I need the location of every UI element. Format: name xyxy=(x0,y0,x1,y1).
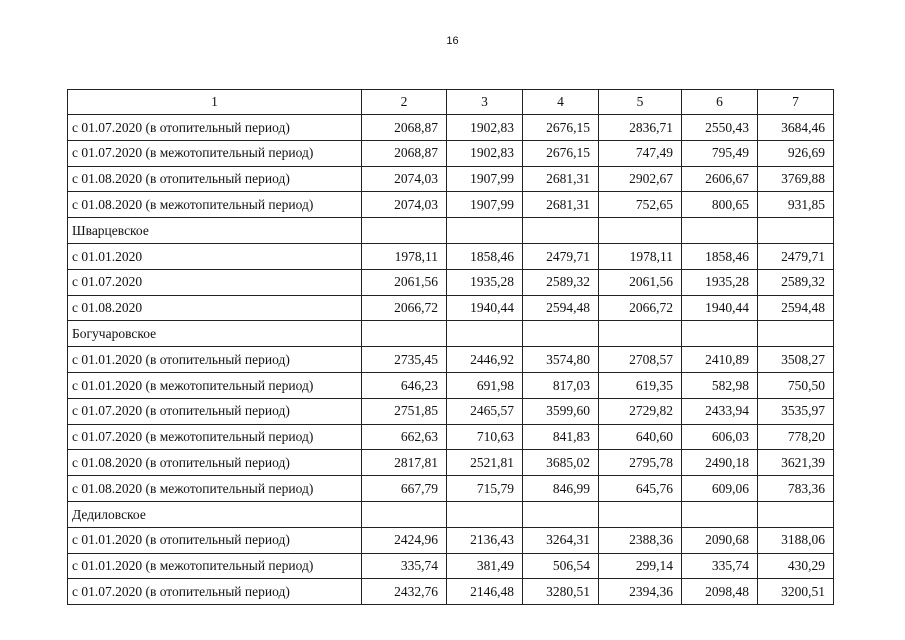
value-cell-col-4: 2681,31 xyxy=(523,166,599,192)
row-label: с 01.08.2020 (в межотопительный период) xyxy=(68,476,362,502)
value-cell-col-5: 752,65 xyxy=(599,192,682,218)
value-cell-col-4: 2681,31 xyxy=(523,192,599,218)
value-cell-col-5: 2066,72 xyxy=(599,295,682,321)
table-row xyxy=(68,295,834,321)
table-row xyxy=(68,192,834,218)
value-cell-col-5 xyxy=(599,321,682,347)
value-cell-col-2: 646,23 xyxy=(362,372,447,398)
value-cell-col-7: 3188,06 xyxy=(758,527,834,553)
value-cell-col-6: 1935,28 xyxy=(682,269,758,295)
table-row xyxy=(68,269,834,295)
value-cell-col-2: 1978,11 xyxy=(362,243,447,269)
value-cell-col-3: 1907,99 xyxy=(447,192,523,218)
value-cell-col-4: 3280,51 xyxy=(523,579,599,605)
value-cell-col-6: 609,06 xyxy=(682,476,758,502)
value-cell-col-6: 335,74 xyxy=(682,553,758,579)
table-row xyxy=(68,347,834,373)
value-cell-col-6: 795,49 xyxy=(682,140,758,166)
value-cell-col-3: 381,49 xyxy=(447,553,523,579)
table-row xyxy=(68,243,834,269)
value-cell-col-3 xyxy=(447,321,523,347)
value-cell-col-6: 2410,89 xyxy=(682,347,758,373)
value-cell-col-5: 2708,57 xyxy=(599,347,682,373)
table-row xyxy=(68,553,834,579)
table-row xyxy=(68,372,834,398)
row-label: с 01.07.2020 (в отопительный период) xyxy=(68,398,362,424)
value-cell-col-3: 1858,46 xyxy=(447,243,523,269)
row-label: Шварцевское xyxy=(68,218,362,244)
value-cell-col-4: 3599,60 xyxy=(523,398,599,424)
value-cell-col-7 xyxy=(758,501,834,527)
row-label: с 01.08.2020 xyxy=(68,295,362,321)
value-cell-col-5: 2388,36 xyxy=(599,527,682,553)
value-cell-col-2: 2068,87 xyxy=(362,115,447,141)
table-row xyxy=(68,166,834,192)
value-cell-col-7 xyxy=(758,218,834,244)
value-cell-col-5: 640,60 xyxy=(599,424,682,450)
value-cell-col-2 xyxy=(362,218,447,244)
value-cell-col-7: 778,20 xyxy=(758,424,834,450)
value-cell-col-6: 2550,43 xyxy=(682,115,758,141)
value-cell-col-6 xyxy=(682,218,758,244)
value-cell-col-3: 691,98 xyxy=(447,372,523,398)
table-row xyxy=(68,579,834,605)
value-cell-col-2: 667,79 xyxy=(362,476,447,502)
value-cell-col-7: 3684,46 xyxy=(758,115,834,141)
tariff-table xyxy=(67,89,834,605)
value-cell-col-3: 2146,48 xyxy=(447,579,523,605)
value-cell-col-4 xyxy=(523,321,599,347)
value-cell-col-4: 2479,71 xyxy=(523,243,599,269)
header-cell: 4 xyxy=(523,90,599,115)
value-cell-col-2: 662,63 xyxy=(362,424,447,450)
value-cell-col-3: 710,63 xyxy=(447,424,523,450)
header-cell: 6 xyxy=(682,90,758,115)
row-label: с 01.01.2020 (в отопительный период) xyxy=(68,527,362,553)
value-cell-col-7: 3621,39 xyxy=(758,450,834,476)
table-row xyxy=(68,321,834,347)
value-cell-col-4: 846,99 xyxy=(523,476,599,502)
value-cell-col-2 xyxy=(362,321,447,347)
value-cell-col-2: 2068,87 xyxy=(362,140,447,166)
value-cell-col-2: 2424,96 xyxy=(362,527,447,553)
value-cell-col-5: 1978,11 xyxy=(599,243,682,269)
value-cell-col-3: 1902,83 xyxy=(447,140,523,166)
value-cell-col-5: 2795,78 xyxy=(599,450,682,476)
table-row xyxy=(68,450,834,476)
value-cell-col-3: 1940,44 xyxy=(447,295,523,321)
value-cell-col-5: 645,76 xyxy=(599,476,682,502)
page-number: 16 xyxy=(446,35,459,47)
value-cell-col-3: 715,79 xyxy=(447,476,523,502)
value-cell-col-6: 582,98 xyxy=(682,372,758,398)
value-cell-col-3: 2446,92 xyxy=(447,347,523,373)
row-label: с 01.07.2020 (в отопительный период) xyxy=(68,115,362,141)
row-label: с 01.01.2020 (в межотопительный период) xyxy=(68,372,362,398)
value-cell-col-7: 3535,97 xyxy=(758,398,834,424)
value-cell-col-2 xyxy=(362,501,447,527)
row-label: с 01.07.2020 (в отопительный период) xyxy=(68,579,362,605)
header-row xyxy=(68,90,834,115)
table-row xyxy=(68,501,834,527)
header-cell: 2 xyxy=(362,90,447,115)
value-cell-col-4: 2676,15 xyxy=(523,115,599,141)
table-row xyxy=(68,140,834,166)
value-cell-col-6: 1940,44 xyxy=(682,295,758,321)
value-cell-col-3: 1902,83 xyxy=(447,115,523,141)
row-label: с 01.07.2020 (в межотопительный период) xyxy=(68,140,362,166)
value-cell-col-5: 2394,36 xyxy=(599,579,682,605)
value-cell-col-7: 931,85 xyxy=(758,192,834,218)
value-cell-col-4: 3574,80 xyxy=(523,347,599,373)
value-cell-col-5 xyxy=(599,501,682,527)
value-cell-col-6: 2433,94 xyxy=(682,398,758,424)
value-cell-col-6: 2606,67 xyxy=(682,166,758,192)
row-label: Дедиловское xyxy=(68,501,362,527)
table-row xyxy=(68,476,834,502)
value-cell-col-4: 2676,15 xyxy=(523,140,599,166)
value-cell-col-7: 2594,48 xyxy=(758,295,834,321)
row-label: с 01.07.2020 xyxy=(68,269,362,295)
value-cell-col-2: 2817,81 xyxy=(362,450,447,476)
row-label: с 01.08.2020 (в отопительный период) xyxy=(68,166,362,192)
value-cell-col-4: 3685,02 xyxy=(523,450,599,476)
value-cell-col-6: 800,65 xyxy=(682,192,758,218)
value-cell-col-3 xyxy=(447,501,523,527)
table-row xyxy=(68,527,834,553)
value-cell-col-7: 3769,88 xyxy=(758,166,834,192)
value-cell-col-2: 2074,03 xyxy=(362,192,447,218)
value-cell-col-2: 335,74 xyxy=(362,553,447,579)
header-cell: 1 xyxy=(68,90,362,115)
value-cell-col-6: 2490,18 xyxy=(682,450,758,476)
value-cell-col-7: 750,50 xyxy=(758,372,834,398)
value-cell-col-4: 841,83 xyxy=(523,424,599,450)
value-cell-col-7: 783,36 xyxy=(758,476,834,502)
value-cell-col-2: 2074,03 xyxy=(362,166,447,192)
value-cell-col-3: 2136,43 xyxy=(447,527,523,553)
value-cell-col-7: 430,29 xyxy=(758,553,834,579)
row-label: с 01.01.2020 (в межотопительный период) xyxy=(68,553,362,579)
value-cell-col-6 xyxy=(682,321,758,347)
table-row xyxy=(68,398,834,424)
row-label: с 01.08.2020 (в отопительный период) xyxy=(68,450,362,476)
value-cell-col-5 xyxy=(599,218,682,244)
value-cell-col-2: 2066,72 xyxy=(362,295,447,321)
value-cell-col-7: 2479,71 xyxy=(758,243,834,269)
value-cell-col-5: 2061,56 xyxy=(599,269,682,295)
value-cell-col-4: 2594,48 xyxy=(523,295,599,321)
header-cell: 5 xyxy=(599,90,682,115)
table-row xyxy=(68,218,834,244)
value-cell-col-5: 747,49 xyxy=(599,140,682,166)
value-cell-col-6 xyxy=(682,501,758,527)
value-cell-col-4: 2589,32 xyxy=(523,269,599,295)
table-row xyxy=(68,424,834,450)
value-cell-col-4 xyxy=(523,218,599,244)
table-row xyxy=(68,115,834,141)
value-cell-col-3 xyxy=(447,218,523,244)
value-cell-col-3: 2465,57 xyxy=(447,398,523,424)
row-label: с 01.01.2020 (в отопительный период) xyxy=(68,347,362,373)
value-cell-col-7 xyxy=(758,321,834,347)
value-cell-col-5: 2729,82 xyxy=(599,398,682,424)
value-cell-col-6: 606,03 xyxy=(682,424,758,450)
value-cell-col-7: 3200,51 xyxy=(758,579,834,605)
value-cell-col-5: 299,14 xyxy=(599,553,682,579)
row-label: с 01.08.2020 (в межотопительный период) xyxy=(68,192,362,218)
value-cell-col-5: 619,35 xyxy=(599,372,682,398)
value-cell-col-2: 2432,76 xyxy=(362,579,447,605)
value-cell-col-7: 2589,32 xyxy=(758,269,834,295)
value-cell-col-3: 2521,81 xyxy=(447,450,523,476)
value-cell-col-5: 2902,67 xyxy=(599,166,682,192)
value-cell-col-6: 1858,46 xyxy=(682,243,758,269)
value-cell-col-6: 2090,68 xyxy=(682,527,758,553)
value-cell-col-2: 2061,56 xyxy=(362,269,447,295)
header-cell: 3 xyxy=(447,90,523,115)
row-label: с 01.01.2020 xyxy=(68,243,362,269)
value-cell-col-4: 3264,31 xyxy=(523,527,599,553)
value-cell-col-5: 2836,71 xyxy=(599,115,682,141)
row-label: с 01.07.2020 (в межотопительный период) xyxy=(68,424,362,450)
value-cell-col-6: 2098,48 xyxy=(682,579,758,605)
header-cell: 7 xyxy=(758,90,834,115)
value-cell-col-7: 3508,27 xyxy=(758,347,834,373)
value-cell-col-7: 926,69 xyxy=(758,140,834,166)
value-cell-col-2: 2735,45 xyxy=(362,347,447,373)
tariff-table-body xyxy=(68,90,834,605)
value-cell-col-2: 2751,85 xyxy=(362,398,447,424)
value-cell-col-3: 1935,28 xyxy=(447,269,523,295)
value-cell-col-4: 506,54 xyxy=(523,553,599,579)
value-cell-col-3: 1907,99 xyxy=(447,166,523,192)
value-cell-col-4 xyxy=(523,501,599,527)
value-cell-col-4: 817,03 xyxy=(523,372,599,398)
row-label: Богучаровское xyxy=(68,321,362,347)
